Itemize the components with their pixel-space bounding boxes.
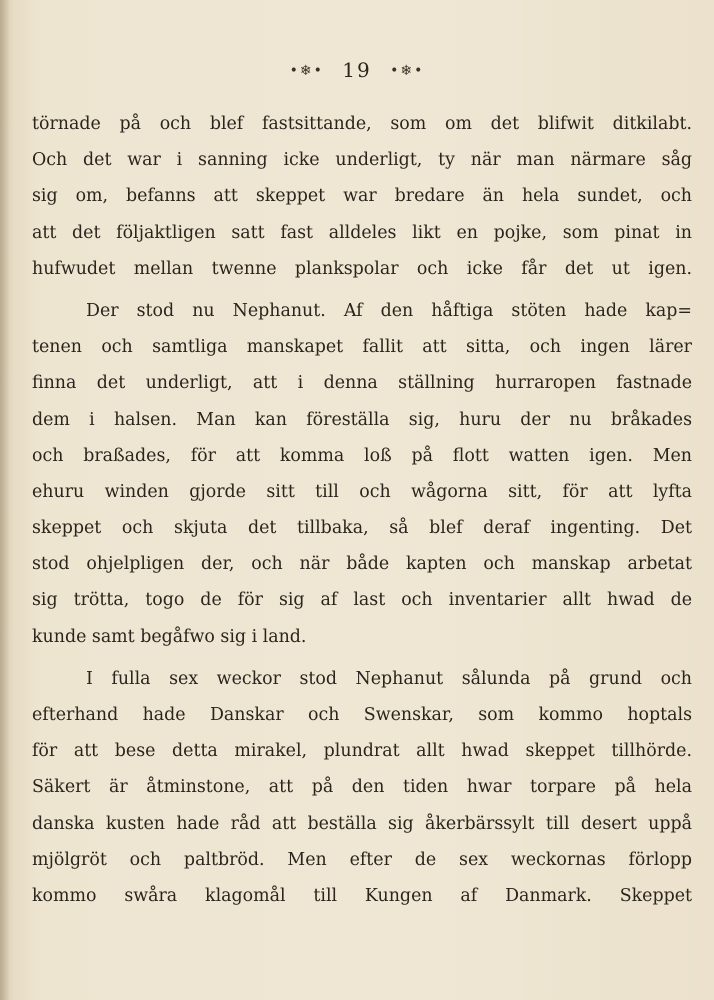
- paragraph-2: [32, 293, 692, 655]
- text-line: danska kusten hade råd att beställa sig åkerbärssylt till desert uppå: [32, 813, 692, 834]
- paragraph-1: [32, 106, 692, 287]
- text-line: sig om, befanns att skeppet war bredare än hela sundet, och: [32, 186, 692, 207]
- text-line: I fulla sex weckor stod Nephanut sålunda på grund och: [86, 668, 692, 689]
- text-line: tenen och samtliga manskapet fallit att sitta, och ingen lärer: [32, 337, 692, 358]
- text-line: stod ohjelpligen der, och när både kapten och manskap arbetat: [32, 554, 692, 575]
- text-line: efterhand hade Danskar och Swenskar, som kommo hoptals: [32, 705, 692, 725]
- text-line: ehuru winden gjorde sitt till och wågorna sitt, för att lyfta: [32, 481, 692, 502]
- binding-shadow: [0, 0, 10, 1000]
- text-line: skeppet och skjuta det tillbaka, så blef deraf ingenting. Det: [32, 518, 692, 539]
- text-line: Säkert är åtminstone, att på den tiden hwar torpare på hela: [32, 777, 692, 798]
- text-line: mjölgröt och paltbröd. Men efter de sex weckornas förlopp: [32, 849, 692, 870]
- ornament-right-icon: •❄•: [390, 63, 425, 79]
- text-line: Och det war i sanning icke underligt, ty när man närmare såg: [32, 150, 692, 171]
- body-text: [32, 106, 692, 914]
- text-line: finna det underligt, att i denna ställning hurraropen fastnade: [32, 373, 692, 394]
- text-line: för att bese detta mirakel, plundrat allt hwad skeppet tillhörde.: [32, 741, 692, 762]
- text-line: kommo swåra klagomål till Kungen af Danmark. Skeppet: [32, 885, 692, 906]
- paragraph-3: [32, 661, 692, 914]
- page-header: [0, 58, 714, 82]
- ornament-left-icon: •❄•: [289, 63, 324, 79]
- text-line: törnade på och blef fastsittande, som om det blifwit ditkilabt.: [32, 114, 692, 134]
- text-line: Der stod nu Nephanut. Af den håftiga stöten hade kap=: [86, 300, 692, 321]
- text-line: att det följaktligen satt fast alldeles likt en pojke, som pinat in: [32, 222, 692, 243]
- text-line: sig trötta, togo de för sig af last och inventarier allt hwad de: [32, 590, 692, 611]
- text-line: kunde samt begåfwo sig i land.: [32, 626, 307, 647]
- text-line: hufwudet mellan twenne plankspolar och icke får det ut igen.: [32, 258, 692, 279]
- text-line: dem i halsen. Man kan föreställa sig, huru der nu bråkades: [32, 409, 692, 430]
- text-line: och braßades, för att komma loß på flott watten igen. Men: [32, 445, 692, 466]
- page-number: 19: [342, 58, 372, 82]
